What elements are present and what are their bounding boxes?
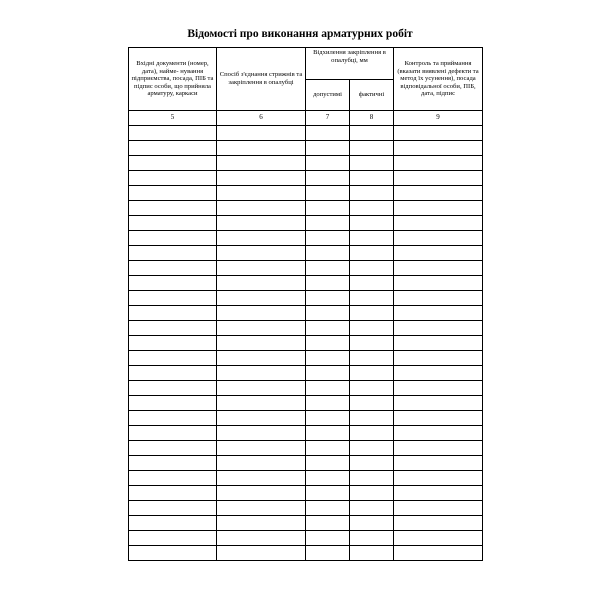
table-row (129, 261, 483, 276)
table-cell (129, 531, 217, 546)
table-cell (217, 231, 306, 246)
table-cell (306, 156, 350, 171)
table-cell (217, 186, 306, 201)
table-cell (350, 231, 394, 246)
table-cell (129, 246, 217, 261)
table-cell (129, 231, 217, 246)
table-row (129, 516, 483, 531)
table-cell (129, 216, 217, 231)
table-cell (306, 246, 350, 261)
table-cell (350, 486, 394, 501)
table-cell (129, 201, 217, 216)
table-cell (217, 216, 306, 231)
table-row (129, 336, 483, 351)
column-number: 6 (217, 111, 306, 126)
column-number-row (129, 111, 483, 126)
table-cell (217, 426, 306, 441)
table-cell (217, 546, 306, 561)
table-cell (129, 501, 217, 516)
table-row (129, 486, 483, 501)
table-cell (350, 321, 394, 336)
table-cell (306, 471, 350, 486)
table-cell (217, 486, 306, 501)
table-cell (350, 531, 394, 546)
table-cell (129, 486, 217, 501)
table-cell (306, 381, 350, 396)
table-cell (394, 321, 483, 336)
table-cell (129, 261, 217, 276)
table-cell (350, 501, 394, 516)
table-cell (306, 336, 350, 351)
table-cell (350, 471, 394, 486)
table-cell (217, 351, 306, 366)
table-cell (129, 396, 217, 411)
header-allowed: допустимі (306, 80, 350, 111)
table-cell (129, 126, 217, 141)
table-cell (350, 216, 394, 231)
table-cell (306, 141, 350, 156)
table-cell (306, 171, 350, 186)
header-control-acceptance: Контроль та приймання (вказати виявлені дефекти та метод їх усунення), посада відповідальної особи, ПІБ, дата, підпис (394, 48, 483, 111)
table-cell (306, 546, 350, 561)
table-cell (129, 186, 217, 201)
header-incoming-documents: Вхідні документи (номер, дата), найме- нування підприємства, посада, ПІБ та підпис особи, що прийняла арматуру, каркаси (129, 48, 217, 111)
table-cell (306, 501, 350, 516)
table-cell (350, 381, 394, 396)
reinforcement-works-table (128, 47, 483, 561)
table-cell (217, 471, 306, 486)
table-cell (129, 381, 217, 396)
document-title: Відомості про виконання арматурних робіт (187, 28, 413, 40)
table-cell (350, 126, 394, 141)
table-cell (394, 366, 483, 381)
table-cell (217, 441, 306, 456)
table-cell (394, 306, 483, 321)
table-cell (306, 201, 350, 216)
table-cell (350, 156, 394, 171)
table-cell (394, 351, 483, 366)
table-cell (394, 291, 483, 306)
table-cell (394, 156, 483, 171)
table-cell (217, 336, 306, 351)
table-cell (217, 306, 306, 321)
column-number: 5 (129, 111, 217, 126)
table-row (129, 366, 483, 381)
table-row (129, 471, 483, 486)
table-cell (217, 366, 306, 381)
table-cell (217, 171, 306, 186)
table-cell (350, 441, 394, 456)
table-cell (350, 246, 394, 261)
table-row (129, 171, 483, 186)
table-row (129, 381, 483, 396)
table-cell (129, 471, 217, 486)
table-row (129, 156, 483, 171)
header-actual: фактичні (350, 80, 394, 111)
table-row (129, 126, 483, 141)
table-cell (350, 141, 394, 156)
table-row (129, 411, 483, 426)
header-deviation-group: Відхилення закріплення в опалубці, мм (306, 48, 394, 80)
table-cell (129, 366, 217, 381)
table-cell (394, 516, 483, 531)
table-cell (129, 411, 217, 426)
table-cell (129, 156, 217, 171)
table-cell (217, 201, 306, 216)
table-cell (394, 426, 483, 441)
table-cell (394, 381, 483, 396)
table-cell (394, 336, 483, 351)
table-row (129, 546, 483, 561)
table-cell (394, 486, 483, 501)
table-cell (394, 471, 483, 486)
table-cell (306, 396, 350, 411)
table-cell (217, 156, 306, 171)
table-cell (129, 441, 217, 456)
table-cell (350, 291, 394, 306)
table-cell (306, 276, 350, 291)
table-row (129, 141, 483, 156)
table-row (129, 276, 483, 291)
table-cell (217, 396, 306, 411)
table-cell (306, 516, 350, 531)
table-cell (217, 531, 306, 546)
table-cell (350, 201, 394, 216)
table-cell (306, 261, 350, 276)
table-row (129, 216, 483, 231)
table-row (129, 441, 483, 456)
table-cell (217, 261, 306, 276)
table-cell (129, 516, 217, 531)
table-cell (217, 501, 306, 516)
column-number: 8 (350, 111, 394, 126)
table-row (129, 531, 483, 546)
table-cell (306, 186, 350, 201)
table-cell (394, 276, 483, 291)
table-cell (394, 411, 483, 426)
table-cell (394, 546, 483, 561)
table-cell (306, 291, 350, 306)
table-row (129, 426, 483, 441)
table-cell (394, 141, 483, 156)
table-cell (217, 246, 306, 261)
table-cell (306, 411, 350, 426)
table-cell (129, 171, 217, 186)
table-row (129, 456, 483, 471)
table-cell (129, 456, 217, 471)
table-cell (217, 456, 306, 471)
table-cell (129, 546, 217, 561)
table-cell (394, 396, 483, 411)
table-cell (217, 321, 306, 336)
table-cell (350, 276, 394, 291)
table-row (129, 246, 483, 261)
table-cell (129, 351, 217, 366)
table-cell (350, 366, 394, 381)
table-cell (394, 186, 483, 201)
table-cell (306, 426, 350, 441)
table-cell (394, 501, 483, 516)
table-cell (306, 441, 350, 456)
table-cell (350, 546, 394, 561)
table-cell (394, 171, 483, 186)
table-cell (306, 126, 350, 141)
table-cell (394, 216, 483, 231)
table-cell (306, 456, 350, 471)
table-cell (350, 516, 394, 531)
table-cell (350, 186, 394, 201)
table-row (129, 186, 483, 201)
table-cell (394, 201, 483, 216)
table-cell (217, 276, 306, 291)
table-cell (129, 321, 217, 336)
table-cell (217, 411, 306, 426)
table-row (129, 306, 483, 321)
table-cell (394, 231, 483, 246)
table-cell (394, 531, 483, 546)
table-cell (350, 411, 394, 426)
table-cell (350, 456, 394, 471)
table-cell (217, 141, 306, 156)
table-cell (350, 396, 394, 411)
table-cell (217, 291, 306, 306)
table-cell (306, 321, 350, 336)
column-number: 7 (306, 111, 350, 126)
header-joining-method: Спосіб з'єднання стрижнів та закріплення в опалубці (217, 48, 306, 111)
table-cell (306, 486, 350, 501)
table-row (129, 501, 483, 516)
table-cell (217, 381, 306, 396)
column-number: 9 (394, 111, 483, 126)
table-cell (394, 126, 483, 141)
table-cell (394, 441, 483, 456)
table-cell (350, 171, 394, 186)
table-cell (394, 456, 483, 471)
table-cell (350, 306, 394, 321)
table-cell (350, 261, 394, 276)
table-row (129, 351, 483, 366)
table-cell (306, 351, 350, 366)
table-cell (306, 366, 350, 381)
table-cell (129, 426, 217, 441)
table-cell (306, 306, 350, 321)
table-cell (217, 516, 306, 531)
table-cell (350, 336, 394, 351)
table-cell (350, 351, 394, 366)
table-cell (129, 141, 217, 156)
table-cell (306, 231, 350, 246)
table-row (129, 321, 483, 336)
table-row (129, 291, 483, 306)
table-cell (394, 261, 483, 276)
table-cell (129, 306, 217, 321)
table-cell (350, 426, 394, 441)
table-cell (394, 246, 483, 261)
table-cell (217, 126, 306, 141)
table-cell (306, 216, 350, 231)
table-cell (306, 531, 350, 546)
table-cell (129, 291, 217, 306)
table-row (129, 396, 483, 411)
table-row (129, 201, 483, 216)
table-cell (129, 276, 217, 291)
table-row (129, 231, 483, 246)
table-cell (129, 336, 217, 351)
